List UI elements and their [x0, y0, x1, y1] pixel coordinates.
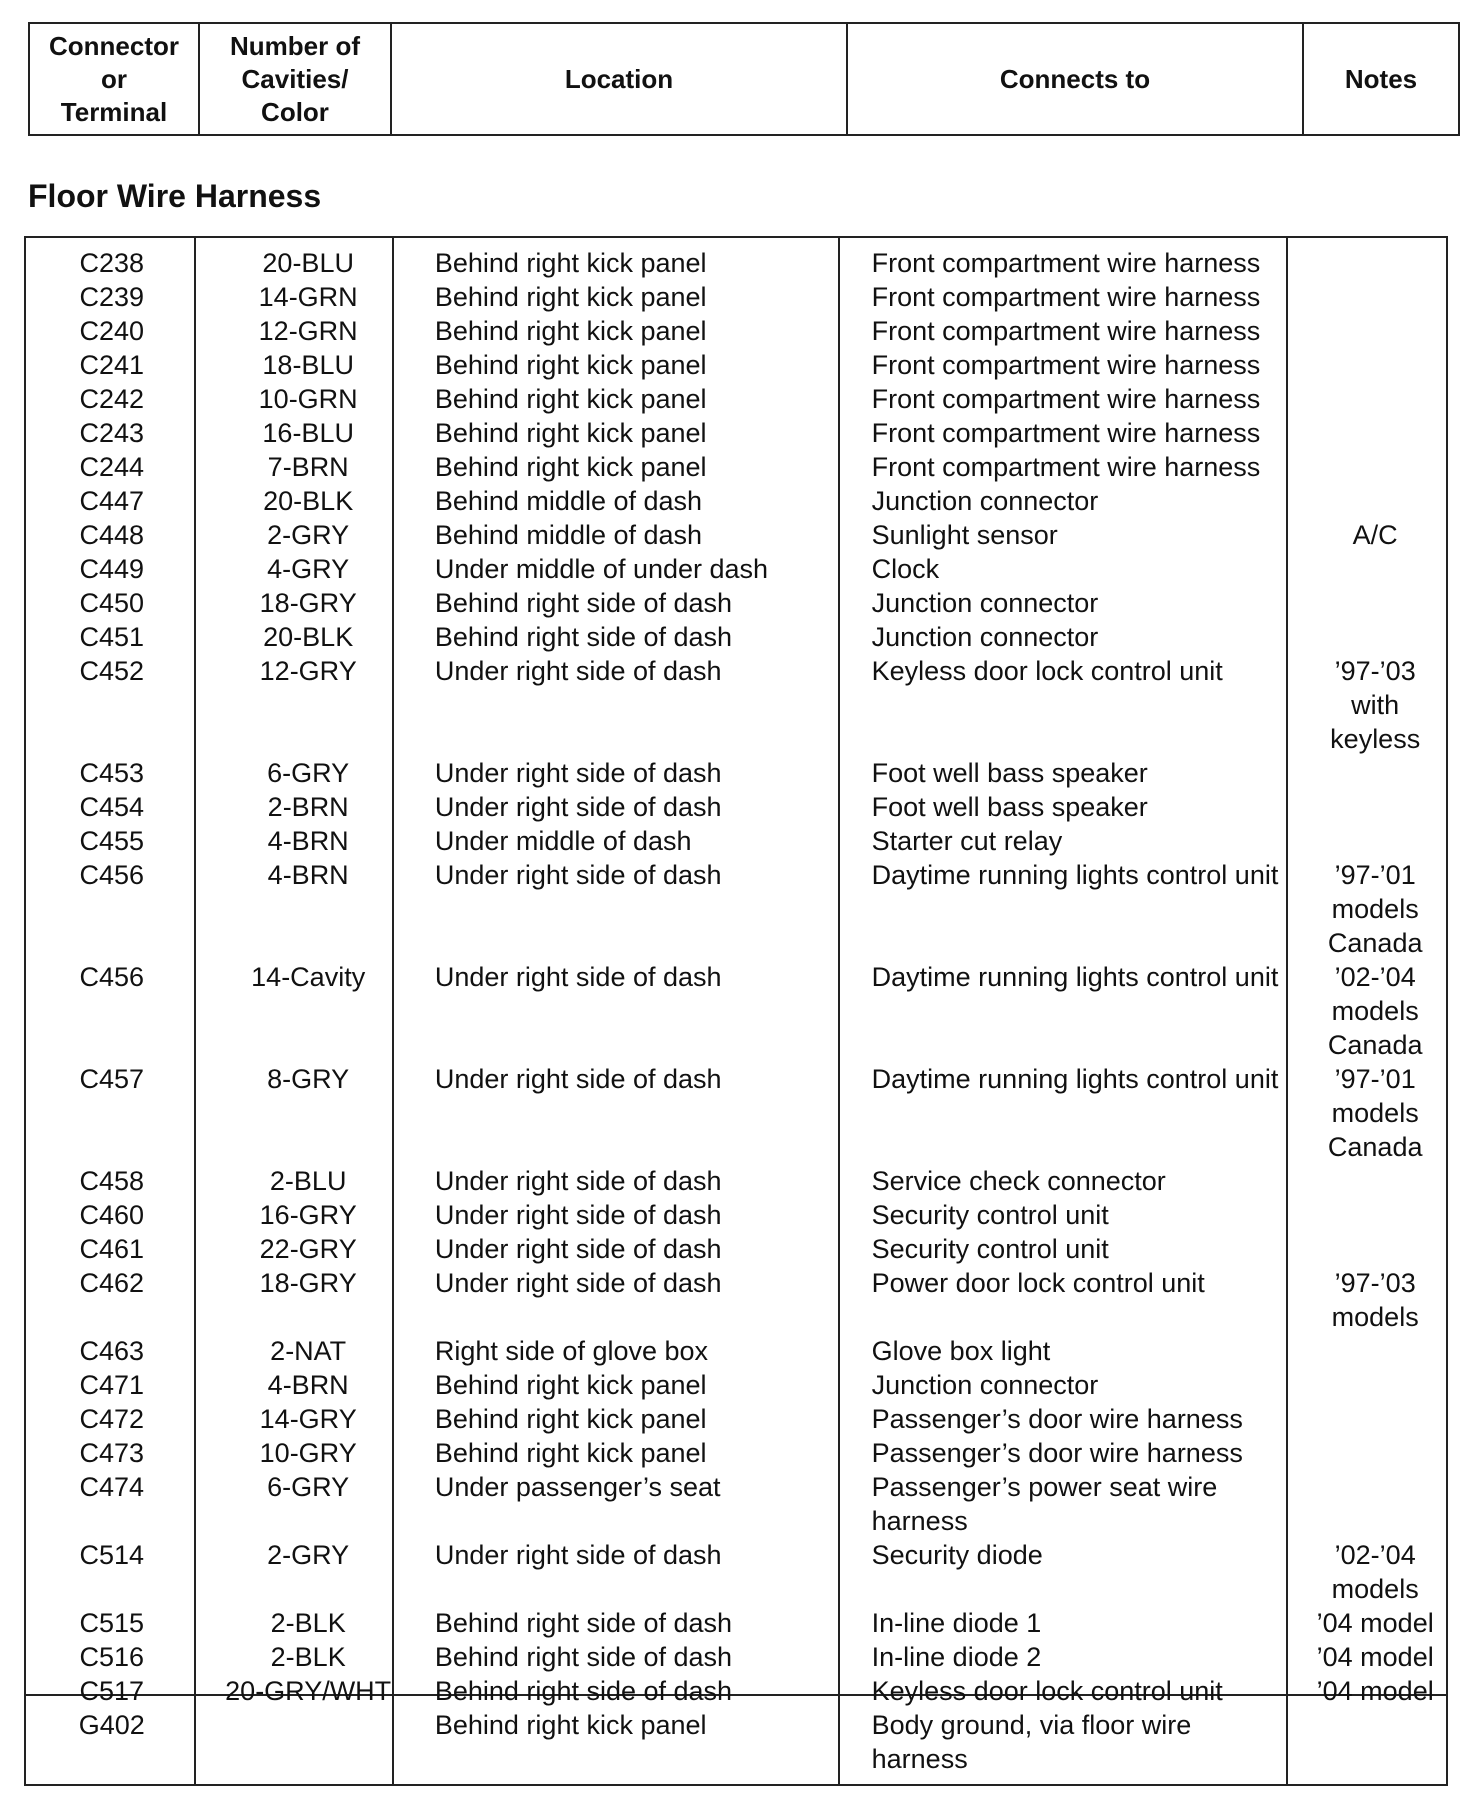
cell-connector: C460 [79, 1200, 145, 1230]
cell-connector: G402 [78, 1710, 145, 1740]
cell-notes [1304, 1470, 1446, 1538]
cell-location: Behind right kick panel [434, 1710, 707, 1740]
cell-connects-to: Passenger’s door wire harness [871, 1404, 1243, 1434]
cell-connector: C448 [79, 520, 145, 550]
cell-connects-to: Junction connector [871, 1370, 1099, 1400]
cell-cavities: 20-GRY/WHT [225, 1676, 392, 1706]
cell-notes: ’04 model [1316, 1608, 1434, 1638]
cell-connector: C452 [79, 656, 145, 686]
cell-location: Under right side of dash [434, 962, 722, 992]
cell-location: Under right side of dash [434, 758, 722, 788]
table-row [26, 1266, 1446, 1334]
cell-connects-to: Daytime running lights control unit [871, 860, 1279, 890]
cell-connector: C463 [79, 1336, 145, 1366]
cell-cavities: 8-GRY [267, 1064, 350, 1094]
cell-connector: C472 [79, 1404, 145, 1434]
cell-connects-to: Front compartment wire harness [871, 316, 1261, 346]
cell-notes [1304, 552, 1446, 586]
cell-cavities: 14-GRN [258, 282, 358, 312]
cell-cavities: 4-BRN [267, 826, 349, 856]
table-row [26, 620, 1446, 654]
cell-cavities: 10-GRY [259, 1438, 357, 1468]
cell-connects-to: Security diode [871, 1540, 1043, 1570]
table-row [26, 348, 1446, 382]
cell-connects-to: Keyless door lock control unit [871, 1676, 1223, 1706]
cell-location: Under right side of dash [434, 1268, 722, 1298]
cell-connects-to: In-line diode 2 [871, 1642, 1042, 1672]
cell-location: Under right side of dash [434, 792, 722, 822]
cell-connector: C244 [79, 452, 145, 482]
cell-connects-to: In-line diode 1 [871, 1608, 1042, 1638]
cell-connector: C458 [79, 1166, 145, 1196]
cell-cavities: 12-GRY [259, 656, 357, 686]
table-row [26, 280, 1446, 314]
cell-location: Under right side of dash [434, 1234, 722, 1264]
cell-cavities: 18-GRY [259, 1268, 357, 1298]
cell-location: Behind right side of dash [434, 1676, 733, 1706]
cell-connects-to: Keyless door lock control unit [871, 656, 1223, 686]
cell-location: Behind right kick panel [434, 452, 707, 482]
cell-connects-to: Front compartment wire harness [871, 282, 1261, 312]
cell-cavities: 22-GRY [259, 1234, 357, 1264]
cell-notes [1304, 1402, 1446, 1436]
cell-location: Behind right kick panel [434, 316, 707, 346]
cell-connector: C243 [79, 418, 145, 448]
table-row [26, 416, 1446, 450]
cell-notes [1304, 246, 1446, 280]
cell-connector: C517 [79, 1676, 145, 1706]
cell-notes [1304, 450, 1446, 484]
table-row [26, 1402, 1446, 1436]
header-location: Location [391, 23, 847, 135]
cell-connector: C239 [79, 282, 145, 312]
table-row [26, 1062, 1446, 1164]
cell-connector: C240 [79, 316, 145, 346]
cell-cavities: 14-GRY [259, 1404, 357, 1434]
cell-location: Behind right kick panel [434, 384, 707, 414]
cell-cavities: 2-BLK [270, 1642, 346, 1672]
cell-notes: ’02-’04 models [1331, 1540, 1419, 1604]
cell-notes [1304, 484, 1446, 518]
cell-location: Behind middle of dash [434, 520, 703, 550]
cell-connector: C455 [79, 826, 145, 856]
cell-connects-to: Front compartment wire harness [871, 248, 1261, 278]
cell-location: Behind right kick panel [434, 282, 707, 312]
table-row [26, 484, 1446, 518]
cell-connector: C516 [79, 1642, 145, 1672]
header-notes: Notes [1303, 23, 1459, 135]
cell-connects-to: Starter cut relay [871, 826, 1063, 856]
cell-location: Behind right side of dash [434, 588, 733, 618]
cell-connector: C471 [79, 1370, 145, 1400]
column-header-table [28, 22, 1460, 136]
cell-location: Behind right side of dash [434, 1642, 733, 1672]
table-row [26, 960, 1446, 1062]
cell-connects-to: Front compartment wire harness [871, 418, 1261, 448]
cell-connects-to: Foot well bass speaker [871, 792, 1148, 822]
cell-connector: C457 [79, 1064, 145, 1094]
floor-wire-harness-table [24, 236, 1448, 1786]
cell-cavities: 2-NAT [270, 1336, 347, 1366]
cell-cavities: 4-GRY [267, 554, 350, 584]
cell-connects-to: Passenger’s door wire harness [871, 1438, 1243, 1468]
cell-location: Behind right kick panel [434, 1370, 707, 1400]
table-row [26, 552, 1446, 586]
cell-location: Under right side of dash [434, 1200, 722, 1230]
cell-connector: C238 [79, 248, 145, 278]
cell-location: Under middle of dash [434, 826, 692, 856]
cell-connects-to: Glove box light [871, 1336, 1051, 1366]
table-row [26, 246, 1446, 280]
section-title: Floor Wire Harness [28, 178, 322, 214]
cell-cavities: 2-BLK [270, 1608, 346, 1638]
cell-notes [1304, 1164, 1446, 1198]
header-cavities [199, 23, 391, 135]
cell-location: Behind right kick panel [434, 248, 707, 278]
cell-notes [1304, 1198, 1446, 1232]
cell-cavities: 2-BLU [269, 1166, 347, 1196]
cell-location: Under right side of dash [434, 1064, 722, 1094]
cell-cavities [198, 1708, 419, 1776]
cell-cavities: 20-BLK [263, 486, 354, 516]
cell-connector: C514 [79, 1540, 145, 1570]
cell-cavities: 6-GRY [267, 1472, 350, 1502]
cell-connects-to: Front compartment wire harness [871, 350, 1261, 380]
table-row [26, 1368, 1446, 1402]
cell-connector: C456 [79, 860, 145, 890]
table-row [26, 586, 1446, 620]
cell-notes [1304, 1334, 1446, 1368]
cell-location: Under right side of dash [434, 1540, 722, 1570]
cell-connects-to: Passenger’s power seat wire harness [871, 1472, 1218, 1536]
cell-cavities: 18-BLU [262, 350, 354, 380]
cell-location: Under right side of dash [434, 656, 722, 686]
cell-cavities: 16-GRY [259, 1200, 357, 1230]
cell-notes: ’04 model [1316, 1676, 1434, 1706]
table-row [26, 1470, 1446, 1538]
cell-connects-to: Junction connector [871, 486, 1099, 516]
cell-notes [1304, 382, 1446, 416]
cell-notes [1304, 1708, 1446, 1776]
cell-notes [1304, 620, 1446, 654]
cell-notes: ’02-’04 models Canada [1327, 962, 1423, 1060]
cell-cavities: 10-GRN [258, 384, 358, 414]
cell-notes: ’04 model [1316, 1642, 1434, 1672]
cell-cavities: 20-BLU [262, 248, 354, 278]
cell-notes [1304, 348, 1446, 382]
cell-connects-to: Body ground, via floor wire harness [871, 1710, 1192, 1774]
cell-connects-to: Front compartment wire harness [871, 384, 1261, 414]
cell-notes [1304, 824, 1446, 858]
cell-cavities: 4-BRN [267, 860, 349, 890]
cell-connects-to: Security control unit [871, 1200, 1109, 1230]
table-row [26, 1640, 1446, 1674]
table-row [26, 1606, 1446, 1640]
cell-location: Under middle of under dash [434, 554, 769, 584]
cell-location: Under right side of dash [434, 860, 722, 890]
cell-cavities: 2-GRY [267, 1540, 350, 1570]
header-cavities-label: Number of Cavities/ Color [230, 30, 360, 127]
cell-cavities: 12-GRN [258, 316, 358, 346]
cell-location: Right side of glove box [434, 1336, 709, 1366]
cell-connector: C515 [79, 1608, 145, 1638]
cell-connects-to: Clock [871, 554, 940, 584]
cell-connector: C447 [79, 486, 145, 516]
cell-connects-to: Power door lock control unit [871, 1268, 1205, 1298]
cell-connects-to: Daytime running lights control unit [871, 962, 1279, 992]
cell-notes [1304, 416, 1446, 450]
cell-connects-to: Junction connector [871, 622, 1099, 652]
cell-cavities: 6-GRY [267, 758, 350, 788]
table-row [26, 1538, 1446, 1606]
table-row [26, 314, 1446, 348]
cell-notes [1304, 314, 1446, 348]
table-row [26, 654, 1446, 756]
cell-connector: C453 [79, 758, 145, 788]
cell-cavities: 2-BRN [267, 792, 349, 822]
cell-connector: C241 [79, 350, 145, 380]
table-row [26, 1232, 1446, 1266]
cell-notes [1304, 790, 1446, 824]
table-row [26, 858, 1446, 960]
cell-connects-to: Junction connector [871, 588, 1099, 618]
cell-notes [1304, 1436, 1446, 1470]
cell-notes [1304, 280, 1446, 314]
table-row [26, 756, 1446, 790]
header-connector [29, 23, 199, 135]
cell-notes: ’97-’01 models Canada [1327, 860, 1423, 958]
cell-connects-to: Daytime running lights control unit [871, 1064, 1279, 1094]
cell-connector: C461 [79, 1234, 145, 1264]
cell-connects-to: Sunlight sensor [871, 520, 1058, 550]
cell-cavities: 20-BLK [263, 622, 354, 652]
header-connector-label: Connector or Terminal [49, 30, 179, 127]
table-row [26, 1164, 1446, 1198]
cell-cavities: 14-Cavity [251, 962, 366, 992]
cell-cavities: 7-BRN [267, 452, 349, 482]
table-row [26, 1436, 1446, 1470]
table-row [26, 450, 1446, 484]
cell-location: Behind right kick panel [434, 1404, 707, 1434]
cell-notes: ’97-’01 models Canada [1327, 1064, 1423, 1162]
cell-connector: C456 [79, 962, 145, 992]
cell-notes [1304, 1232, 1446, 1266]
cell-notes: A/C [1352, 520, 1398, 550]
cell-connects-to: Foot well bass speaker [871, 758, 1148, 788]
header-connects-to: Connects to [847, 23, 1303, 135]
table-row-ground [26, 1708, 1446, 1776]
cell-connector: C454 [79, 792, 145, 822]
cell-location: Under passenger’s seat [434, 1472, 721, 1502]
cell-connector: C242 [79, 384, 145, 414]
cell-connector: C451 [79, 622, 145, 652]
cell-connector: C474 [79, 1472, 145, 1502]
cell-connector: C462 [79, 1268, 145, 1298]
cell-location: Behind right kick panel [434, 350, 707, 380]
cell-connects-to: Security control unit [871, 1234, 1109, 1264]
cell-location: Behind middle of dash [434, 486, 703, 516]
cell-location: Behind right side of dash [434, 1608, 733, 1638]
table-body [26, 246, 1446, 1708]
cell-location: Behind right side of dash [434, 622, 733, 652]
cell-connector: C449 [79, 554, 145, 584]
cell-connector: C450 [79, 588, 145, 618]
cell-connects-to: Service check connector [871, 1166, 1166, 1196]
cell-connects-to: Front compartment wire harness [871, 452, 1261, 482]
table-row [26, 1198, 1446, 1232]
cell-notes [1304, 1368, 1446, 1402]
table-row [26, 790, 1446, 824]
cell-notes: ’97-’03 with keyless [1330, 656, 1421, 754]
cell-connector: C473 [79, 1438, 145, 1468]
cell-cavities: 2-GRY [267, 520, 350, 550]
cell-cavities: 16-BLU [262, 418, 354, 448]
cell-location: Under right side of dash [434, 1166, 722, 1196]
table-row [26, 518, 1446, 552]
cell-notes [1304, 756, 1446, 790]
cell-notes [1304, 586, 1446, 620]
table-row [26, 824, 1446, 858]
cell-location: Behind right kick panel [434, 418, 707, 448]
table-row [26, 1674, 1446, 1708]
cell-cavities: 4-BRN [267, 1370, 349, 1400]
cell-location: Behind right kick panel [434, 1438, 707, 1468]
table-row [26, 1334, 1446, 1368]
table-row [26, 382, 1446, 416]
cell-cavities: 18-GRY [259, 588, 357, 618]
cell-notes: ’97-’03 models [1331, 1268, 1419, 1332]
